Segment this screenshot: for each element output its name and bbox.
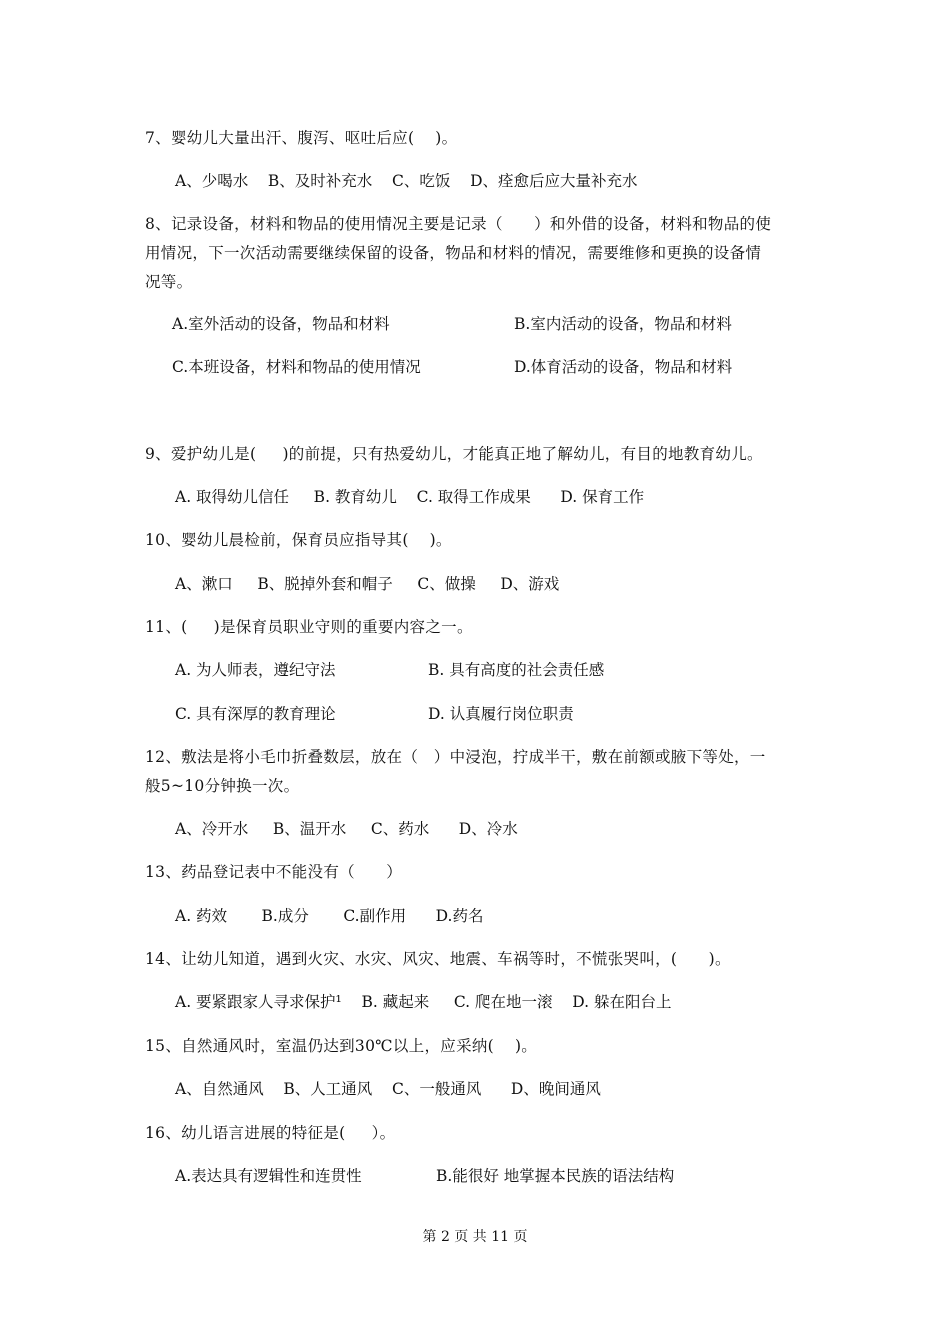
question-12-line-2: 般5~10分钟换一次。: [145, 777, 300, 795]
question-11-option-a: A. 为人师表，遵纪守法: [175, 661, 336, 679]
question-11-option-b: B. 具有高度的社会责任感: [428, 661, 605, 679]
question-13-options: A. 药效 B.成分 C.副作用 D.药名: [175, 907, 484, 925]
question-8-line-1: 8、记录设备，材料和物品的使用情况主要是记录（ ）和外借的设备，材料和物品的使: [145, 215, 772, 233]
question-12-options: A、冷开水 B、温开水 C、药水 D、冷水: [175, 820, 518, 838]
question-12-line-1: 12、敷法是将小毛巾折叠数层，放在（ ）中浸泡，拧成半干，敷在前额或腋下等处，一: [145, 748, 766, 766]
question-9-options: A. 取得幼儿信任 B. 教育幼儿 C. 取得工作成果 D. 保育工作: [175, 488, 645, 506]
question-8-option-c: C.本班设备，材料和物品的使用情况: [172, 358, 421, 376]
question-16-option-a: A.表达具有逻辑性和连贯性: [175, 1167, 362, 1185]
question-8-option-a: A.室外活动的设备，物品和材料: [172, 315, 390, 333]
question-7-options: A、少喝水 B、及时补充水 C、吃饭 D、痊愈后应大量补充水: [175, 172, 638, 190]
question-7: 7、婴幼儿大量出汗、腹泻、呕吐后应( )。: [145, 129, 458, 147]
question-11-option-c: C. 具有深厚的教育理论: [175, 705, 336, 723]
question-9: 9、爱护幼儿是( )的前提，只有热爱幼儿，才能真正地了解幼儿，有目的地教育幼儿。: [145, 445, 763, 463]
question-8-option-d: D.体育活动的设备，物品和材料: [514, 358, 733, 376]
question-8-line-2: 用情况，下一次活动需要继续保留的设备，物品和材料的情况，需要维修和更换的设备情: [145, 244, 762, 262]
question-10-options: A、漱口 B、脱掉外套和帽子 C、做操 D、游戏: [175, 575, 560, 593]
question-10: 10、婴幼儿晨检前，保育员应指导其( )。: [145, 531, 452, 549]
page-number-footer: 第 2 页 共 11 页: [422, 1229, 528, 1245]
question-13: 13、药品登记表中不能没有（ ）: [145, 863, 403, 881]
question-14: 14、让幼儿知道，遇到火灾、水灾、风灾、地震、车祸等时，不慌张哭叫，( )。: [145, 950, 731, 968]
question-8-line-3: 况等。: [145, 273, 193, 291]
question-16-option-b: B.能很好 地掌握本民族的语法结构: [436, 1167, 675, 1185]
question-15-options: A、自然通风 B、人工通风 C、一般通风 D、晚间通风: [175, 1080, 601, 1098]
question-15: 15、自然通风时，室温仍达到30℃以上，应采纳( )。: [145, 1037, 538, 1055]
question-11: 11、( )是保育员职业守则的重要内容之一。: [145, 618, 473, 636]
question-16: 16、幼儿语言进展的特征是( ）。: [145, 1124, 396, 1142]
question-8-option-b: B.室内活动的设备，物品和材料: [514, 315, 732, 333]
question-14-options: A. 要紧跟家人寻求保护¹ B. 藏起来 C. 爬在地一滚 D. 躲在阳台上: [175, 993, 672, 1011]
question-11-option-d: D. 认真履行岗位职责: [428, 705, 574, 723]
